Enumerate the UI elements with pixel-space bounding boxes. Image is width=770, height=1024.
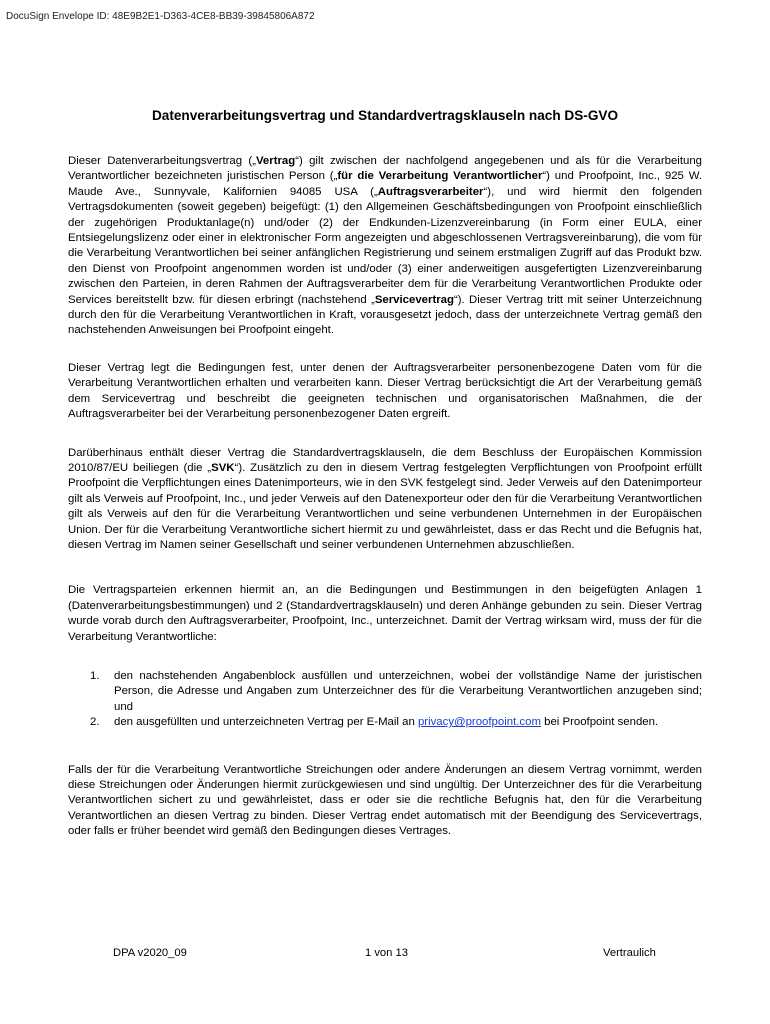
svk-text-1: Darüberhinaus enthält dieser Vertrag die Standardvertragsklauseln, die dem Beschluss der Europäischen Kommission 2010/87/EU beiliegen (die „ [68, 446, 702, 474]
term-svk: SVK [211, 461, 235, 474]
privacy-email-link[interactable]: privacy@proofpoint.com [417, 716, 541, 729]
envelope-id: DocuSign Envelope ID: 48E9B2E1-D363-4CE8-BB39-39845806A872 [6, 11, 315, 22]
term-verantwortlicher: für die Verarbeitung Verantwortlicher [337, 170, 543, 183]
instruction-item [68, 715, 702, 730]
term-auftragsverarbeiter: Auftragsverarbeiter [377, 185, 484, 198]
document-body [68, 154, 702, 840]
term-vertrag: Vertrag [255, 155, 296, 167]
document-title: Datenverarbeitungsvertrag und Standardvertragsklauseln nach DS-GVO [151, 108, 619, 123]
instruction-text-1: den ausgefüllten und unterzeichneten Vertrag per E-Mail an [114, 716, 418, 729]
changes-paragraph: Falls der für die Verarbeitung Verantwortliche Streichungen oder andere Änderungen an diesem Vertrag vornimmt, werden diese Streichungen oder Änderungen hiermit zurückgewiesen und sind ungültig. Der Unterzeichner des für die Verarbeitung Verantwortlichen sichert zu und gewährleistet, dass er oder sie die rechtliche Befugnis hat, den für die Verarbeitung Verantwortlichen an diesen Vertrag zu binden. Dieser Vertrag endet automatisch mit der Beendigung des Servicevertrags, oder falls er früher beendet wird gemäß den Bedingungen dieses Vertrages. [68, 763, 702, 838]
svk-paragraph [68, 446, 702, 554]
instruction-text-2: bei Proofpoint senden. [540, 716, 659, 729]
scope-paragraph: Dieser Vertrag legt die Bedingungen fest, unter denen der Auftragsverarbeiter personenbezogene Daten vom für die Verarbeitung Verantwortlichen erhalten und verarbeiten kann. Dieser Vertrag berücksichtigt die Art der Verarbeitung gemäß dem Servicevertrag und beschreibt die geeigneten technischen und organisatorischen Maßnahmen, die der Auftragsverarbeiter bei der Verarbeitung personenbezogener Daten ergreift. [68, 361, 702, 421]
instruction-item [68, 669, 702, 715]
svk-text-2: “). Zusätzlich zu den in diesem Vertrag festgelegten Verpflichtungen von Proofpoint erfüllt Proofpoint die Verpflichtungen eines Datenimporteurs, wie in den SVK festgelegt sind. Jeder Verweis auf den Datenimporteur gilt als Verweis auf Proofpoint, Inc., und jeder Verweis auf den Datenexporteur oder den für die Verarbeitung Verantwortlichen gilt als Verweis auf den für die Verarbeitung Verantwortlichen und seine verbundenen Unternehmen in der Europäischen Union. Der für die Verarbeitung Verantwortliche sichert hiermit zu und gewährleistet, dass er das Recht und die Befugnis hat, diesen Vertrag im Namen seiner Gesellschaft und seiner verbundenen Unternehmen abzuschließen. [68, 461, 702, 551]
footer-classification: Vertraulich [603, 947, 656, 959]
intro-text-3: “) und Proofpoint, Inc., 925 W. Maude Ave., Sunnyvale, Kalifornien 94085 USA („ [68, 170, 702, 198]
intro-text-2: “) gilt zwischen der nachfolgend angegebenen und als für die Verarbeitung Verantwortlicher bezeichneten juristischen Person („ [68, 155, 702, 183]
intro-paragraph [68, 154, 702, 339]
intro-text-4: “), und wird hiermit den folgenden Vertragsdokumenten (soweit gegeben) beigefügt: (1) den Allgemeinen Geschäftsbedingungen von Proofpoint einschließlich der zugehörigen Produktanlage(n) und/oder (2) der Endkunden-Lizenzvereinbarung (in Form einer EULA, einer Entsiegelungslizenz oder einer in elektronischer Form angezeigten und abgeschlossenen Vertragsvereinbarung), die vom für die Verarbeitung Verantwortlichen bei seiner anfänglichen Registrierung und seinem erstmaligen Zugriff auf das Produkt bzw. den Dienst von Proofpoint angenommen worden ist und/oder (3) einer anderweitigen ausgefertigten Lizenzvereinbarung zwischen den Parteien, in deren Rahmen der Auftragsverarbeiter dem für die Verarbeitung Verantwortlichen Produkte oder Services bereitstellt bzw. für diesen erbringt (nachstehend „ [68, 185, 703, 306]
footer-version: DPA v2020_09 [113, 947, 187, 959]
term-servicevertrag: Servicevertrag [374, 293, 454, 306]
intro-text-1: Dieser Datenverarbeitungsvertrag („ [68, 155, 256, 167]
instructions-list [68, 669, 702, 731]
instruction-number: 1. [90, 669, 100, 682]
acknowledgement-paragraph: Die Vertragsparteien erkennen hiermit an, an die Bedingungen und Bestimmungen in den beigefügten Anlagen 1 (Datenverarbeitungsbestimmungen) und 2 (Standardvertragsklauseln) und deren Anhänge gebunden zu sein. Dieser Vertrag wurde vorab durch den Auftragsverarbeiter, Proofpoint, Inc., unterzeichnet. Damit der Vertrag wirksam wird, muss der für die Verarbeitung Verantwortliche: [68, 584, 702, 643]
intro-text-5: “). Dieser Vertrag tritt mit seiner Unterzeichnung durch den für die Verarbeitung Verantwortlichen in Kraft, vorausgesetzt jedoch, dass der unterzeichnete Vertrag gemäß den nachstehenden Anweisungen bei Proofpoint eingeht. [68, 293, 702, 337]
instruction-text: den nachstehenden Angabenblock ausfüllen und unterzeichnen, wobei der vollständige Name der juristischen Person, die Adresse und Angaben zum Unterzeichner des für die Verarbeitung Verantwortlichen anzugeben sind; und [114, 669, 702, 713]
footer-page-number: 1 von 13 [365, 947, 408, 959]
instruction-number: 2. [90, 716, 100, 729]
